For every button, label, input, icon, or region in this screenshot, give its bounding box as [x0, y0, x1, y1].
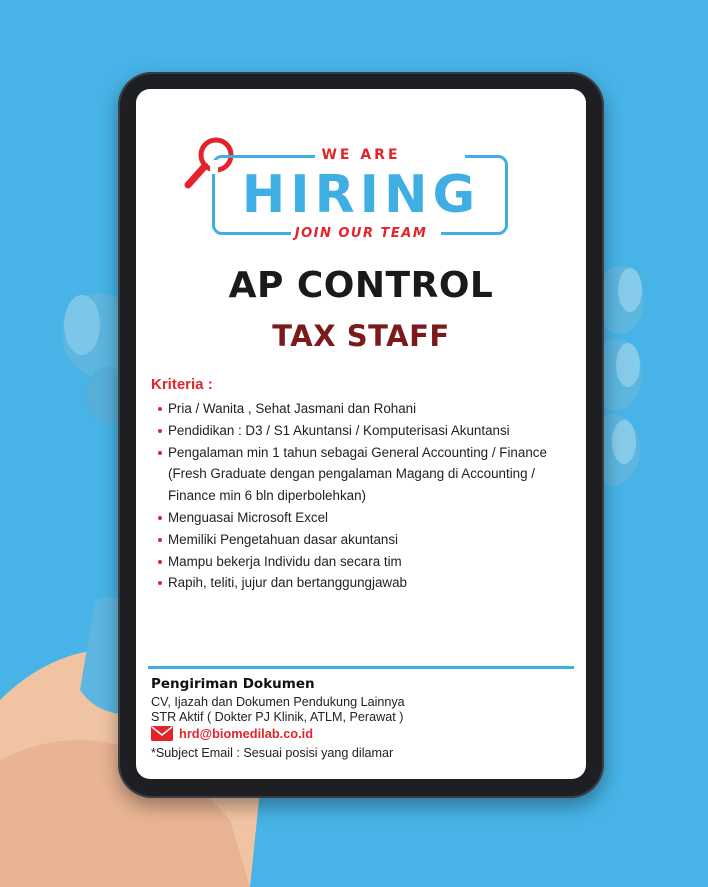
str-line: STR Aktif ( Dokter PJ Klinik, ATLM, Perawat ) — [151, 710, 404, 724]
tablet-screen — [136, 89, 586, 779]
envelope-icon — [151, 726, 173, 741]
list-item-text: Pendidikan : D3 / S1 Akuntansi / Komputerisasi Akuntansi — [168, 422, 510, 438]
list-item-text: Menguasai Microsoft Excel — [168, 509, 329, 525]
list-item — [158, 398, 578, 420]
email-link[interactable]: hrd@biomedilab.co.id — [179, 726, 314, 741]
position-title: AP CONTROL — [228, 265, 494, 306]
join-our-team-text: JOIN OUR TEAM — [294, 226, 428, 241]
kriteria-list — [158, 398, 578, 594]
list-item — [158, 507, 578, 529]
list-item — [158, 420, 578, 442]
list-item — [158, 529, 578, 551]
pengiriman-heading: Pengiriman Dokumen — [151, 676, 315, 692]
section-divider — [148, 666, 574, 669]
we-are-text: WE ARE — [321, 147, 401, 163]
subject-note: *Subject Email : Sesuai posisi yang dilamar — [151, 746, 394, 760]
kriteria-heading: Kriteria : — [151, 376, 213, 393]
email-row — [151, 726, 313, 741]
bullet-icon — [158, 516, 162, 520]
list-item — [158, 551, 578, 573]
list-item-text: Finance min 6 bln diperbolehkan) — [168, 488, 367, 504]
documents-line: CV, Ijazah dan Dokumen Pendukung Lainnya — [151, 695, 405, 709]
list-item — [158, 572, 578, 594]
list-item-text: (Fresh Graduate dengan pengalaman Magang di Accounting / — [168, 466, 535, 482]
position-subtitle: TAX STAFF — [272, 319, 450, 353]
list-item-text: Memiliki Pengetahuan dasar akuntansi — [168, 531, 399, 547]
bullet-icon — [158, 560, 162, 564]
bullet-icon — [158, 407, 162, 411]
bullet-icon — [158, 429, 162, 433]
list-item-text: Pengalaman min 1 tahun sebagai General Accounting / Finance — [168, 444, 547, 460]
list-item-text: Rapih, teliti, jujur dan bertanggungjawab — [168, 575, 407, 591]
list-item — [158, 442, 578, 507]
bullet-icon — [158, 451, 162, 455]
bullet-icon — [158, 538, 162, 542]
list-item-text: Pria / Wanita , Sehat Jasmani dan Rohani — [168, 401, 417, 416]
hiring-title: HIRING — [241, 165, 481, 225]
list-item-text: Mampu bekerja Individu dan secara tim — [168, 553, 402, 569]
bullet-icon — [158, 581, 162, 585]
